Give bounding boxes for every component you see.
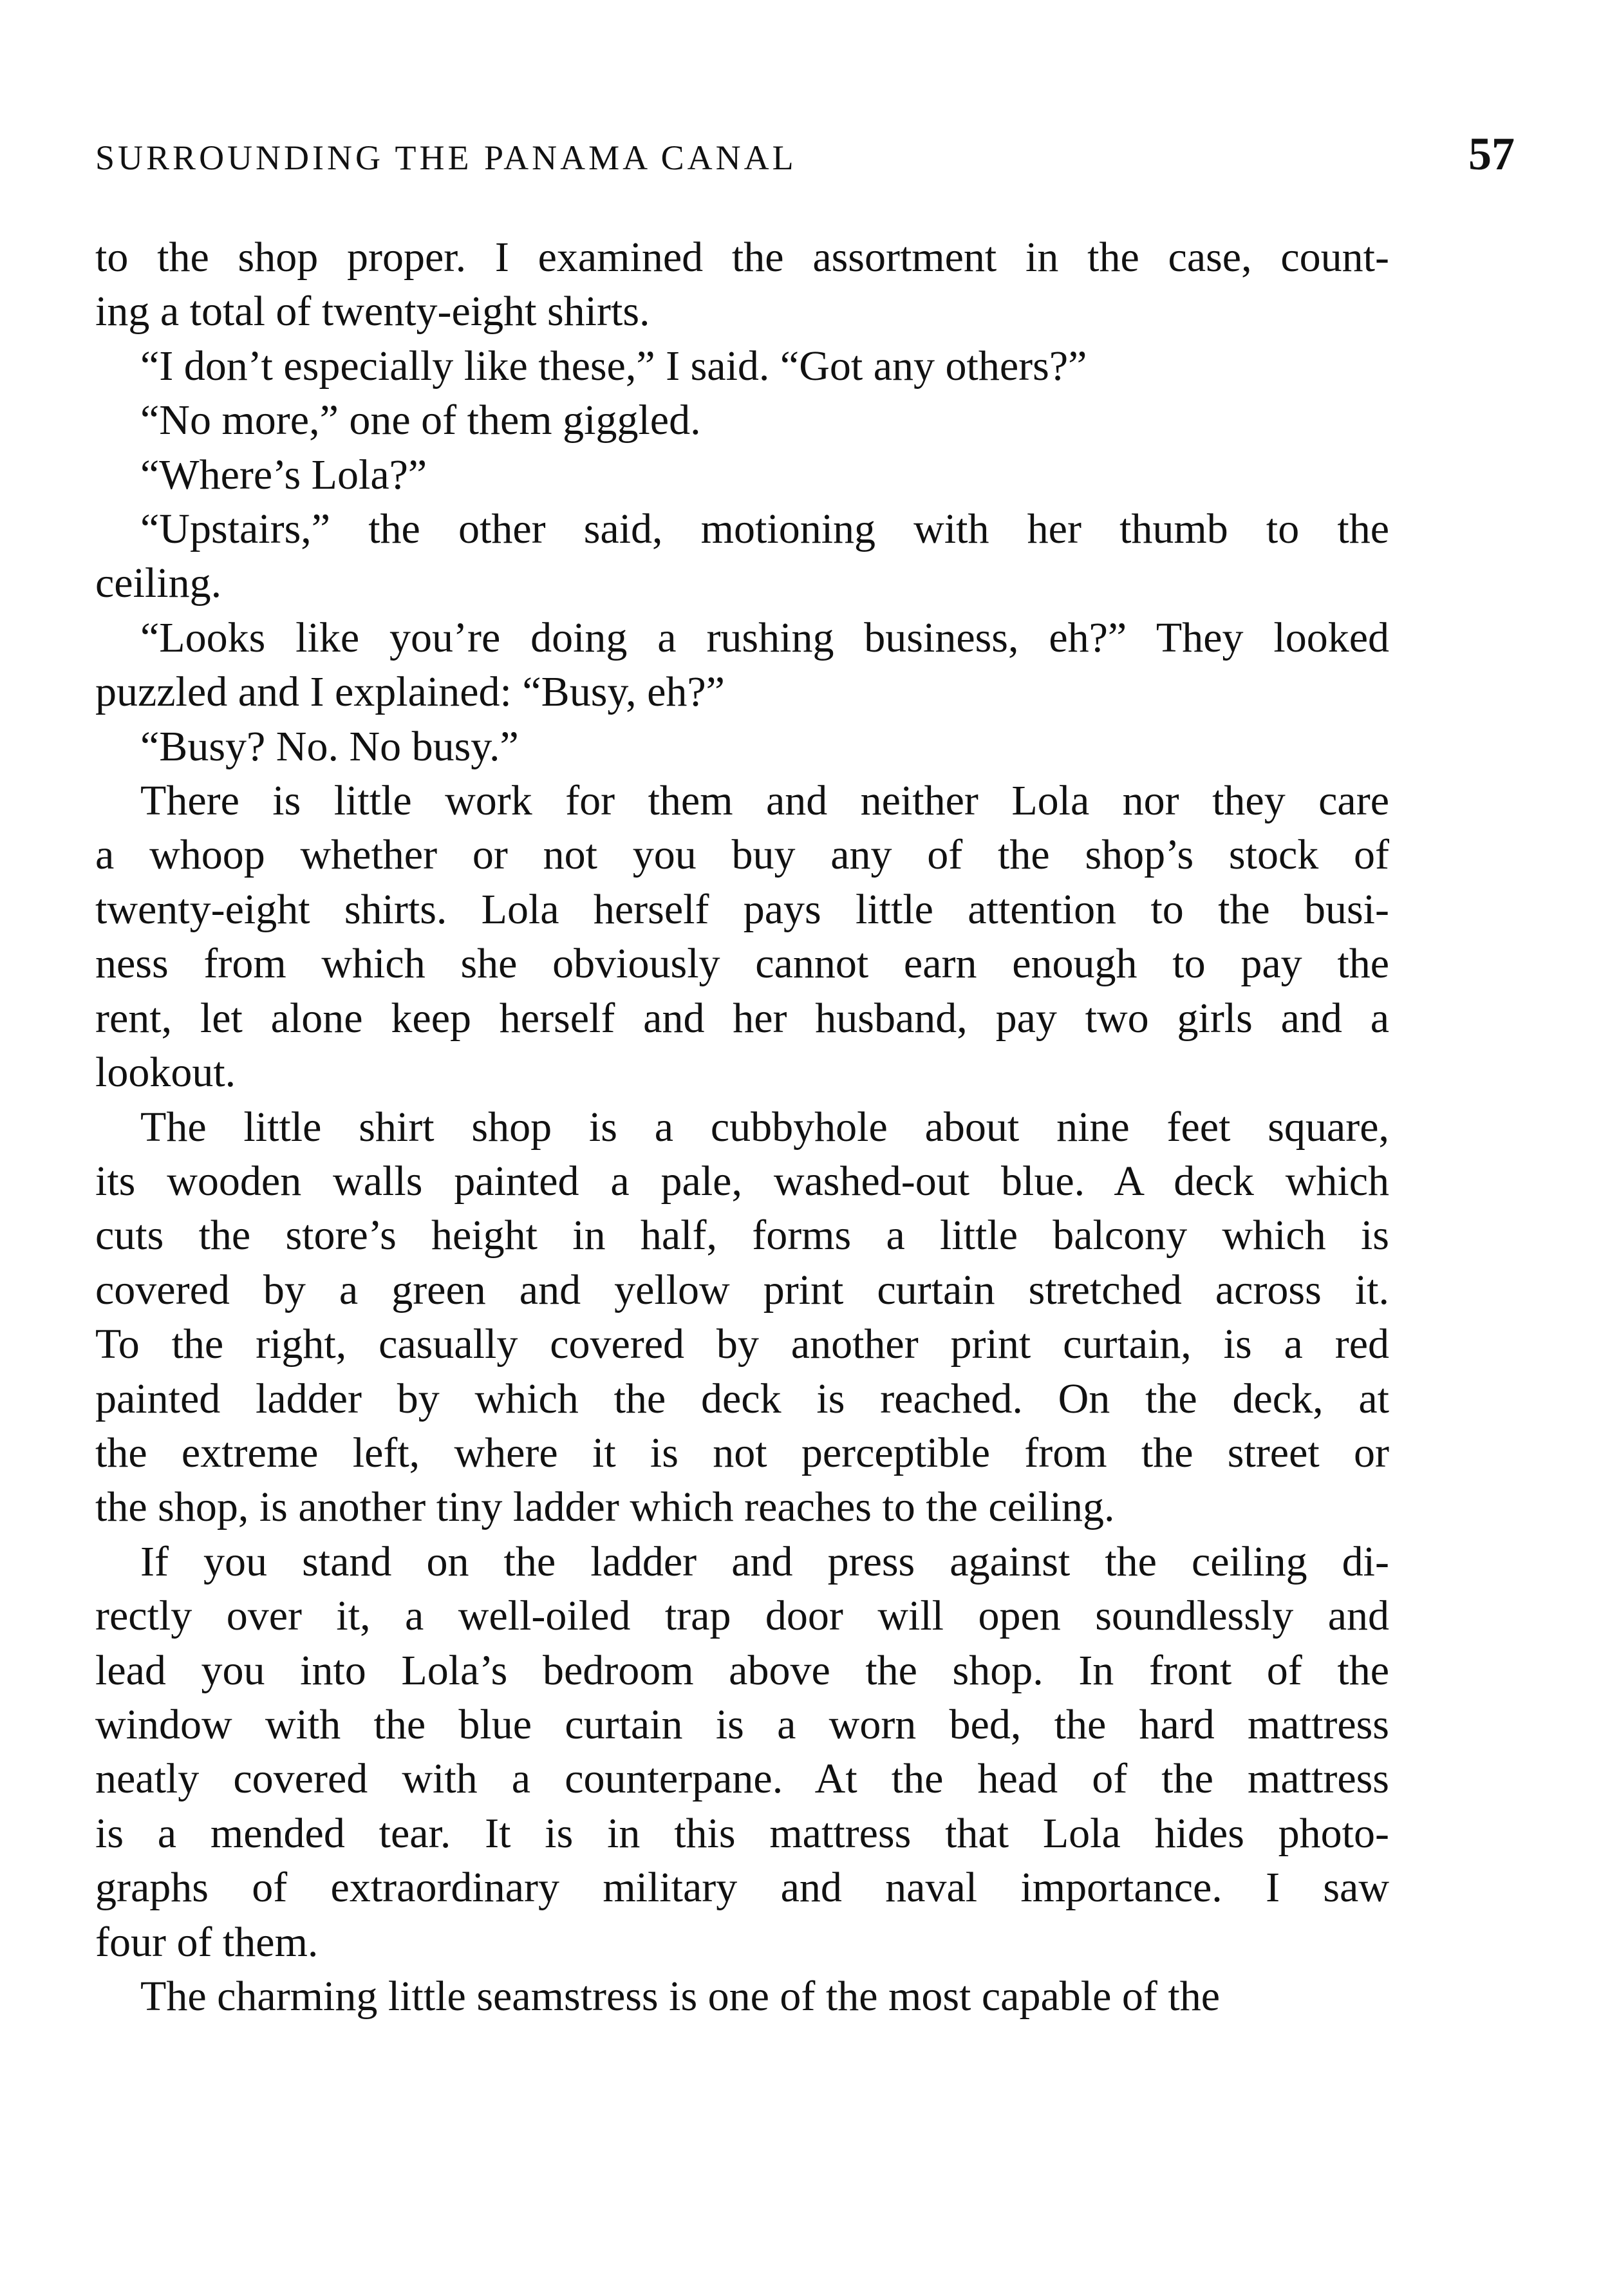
text-line: rectly over it, a well-oiled trap door will open soundlessly and bbox=[95, 1592, 1389, 1640]
text-line: puzzled and I explained: “Busy, eh?” bbox=[95, 668, 725, 716]
text-line: painted ladder by which the deck is reached. On the deck, at bbox=[95, 1375, 1389, 1422]
text-line: “Looks like you’re doing a rushing business, eh?” They looked bbox=[140, 614, 1389, 661]
text-line: “Upstairs,” the other said, motioning with her thumb to the bbox=[140, 505, 1389, 553]
text-line: “No more,” one of them giggled. bbox=[140, 397, 701, 444]
text-line: the shop, is another tiny ladder which reaches to the ceiling. bbox=[95, 1483, 1115, 1531]
paragraph bbox=[95, 1100, 1389, 1535]
text-line: to the shop proper. I examined the assortment in the case, count- bbox=[95, 234, 1389, 281]
text-line: “I don’t especially like these,” I said. “Got any others?” bbox=[140, 342, 1087, 390]
text-line: covered by a green and yellow print curtain stretched across it. bbox=[95, 1266, 1389, 1313]
paragraph bbox=[95, 502, 1389, 611]
text-line: If you stand on the ladder and press against the ceiling di- bbox=[140, 1538, 1389, 1585]
text-line: twenty-eight shirts. Lola herself pays little attention to the busi- bbox=[95, 885, 1389, 933]
body-text bbox=[95, 231, 1389, 2024]
paragraph bbox=[95, 774, 1389, 1100]
text-line: To the right, casually covered by another print curtain, is a red bbox=[95, 1321, 1389, 1368]
paragraph bbox=[95, 1535, 1389, 1970]
text-line: “Where’s Lola?” bbox=[140, 451, 427, 498]
paragraph bbox=[95, 1970, 1389, 2024]
paragraph bbox=[95, 231, 1389, 339]
text-line: ceiling. bbox=[95, 560, 222, 607]
running-title: SURROUNDING THE PANAMA CANAL bbox=[95, 138, 797, 177]
text-line: ing a total of twenty-eight shirts. bbox=[95, 288, 650, 335]
paragraph bbox=[95, 611, 1389, 720]
text-line: its wooden walls painted a pale, washed-out blue. A deck which bbox=[95, 1157, 1389, 1205]
paragraph bbox=[95, 448, 1389, 502]
paragraph bbox=[95, 393, 1389, 447]
paragraph bbox=[95, 720, 1389, 774]
text-line: lead you into Lola’s bedroom above the shop. In front of the bbox=[95, 1646, 1389, 1694]
text-line: The little shirt shop is a cubbyhole about nine feet square, bbox=[140, 1103, 1389, 1151]
text-line: the extreme left, where it is not perceptible from the street or bbox=[95, 1429, 1389, 1476]
text-line: cuts the store’s height in half, forms a little balcony which is bbox=[95, 1212, 1389, 1259]
text-line: The charming little seamstress is one of the most capable of the bbox=[140, 1973, 1221, 2020]
text-line: a whoop whether or not you buy any of the shop’s stock of bbox=[95, 831, 1389, 879]
text-line: “Busy? No. No busy.” bbox=[140, 722, 519, 770]
running-head bbox=[95, 129, 1515, 187]
text-line: lookout. bbox=[95, 1049, 236, 1096]
text-line: graphs of extraordinary military and naval importance. I saw bbox=[95, 1864, 1389, 1912]
paragraph bbox=[95, 339, 1389, 393]
text-line: four of them. bbox=[95, 1918, 319, 1966]
text-line: window with the blue curtain is a worn bed, the hard mattress bbox=[95, 1700, 1389, 1748]
page-number: 57 bbox=[1468, 128, 1515, 180]
text-line: neatly covered with a counterpane. At the head of the mattress bbox=[95, 1755, 1389, 1803]
text-line: rent, let alone keep herself and her husband, pay two girls and a bbox=[95, 994, 1389, 1042]
text-line: ness from which she obviously cannot earn enough to pay the bbox=[95, 940, 1389, 988]
text-line: There is little work for them and neither Lola nor they care bbox=[140, 777, 1389, 825]
text-line: is a mended tear. It is in this mattress that Lola hides photo- bbox=[95, 1809, 1389, 1857]
